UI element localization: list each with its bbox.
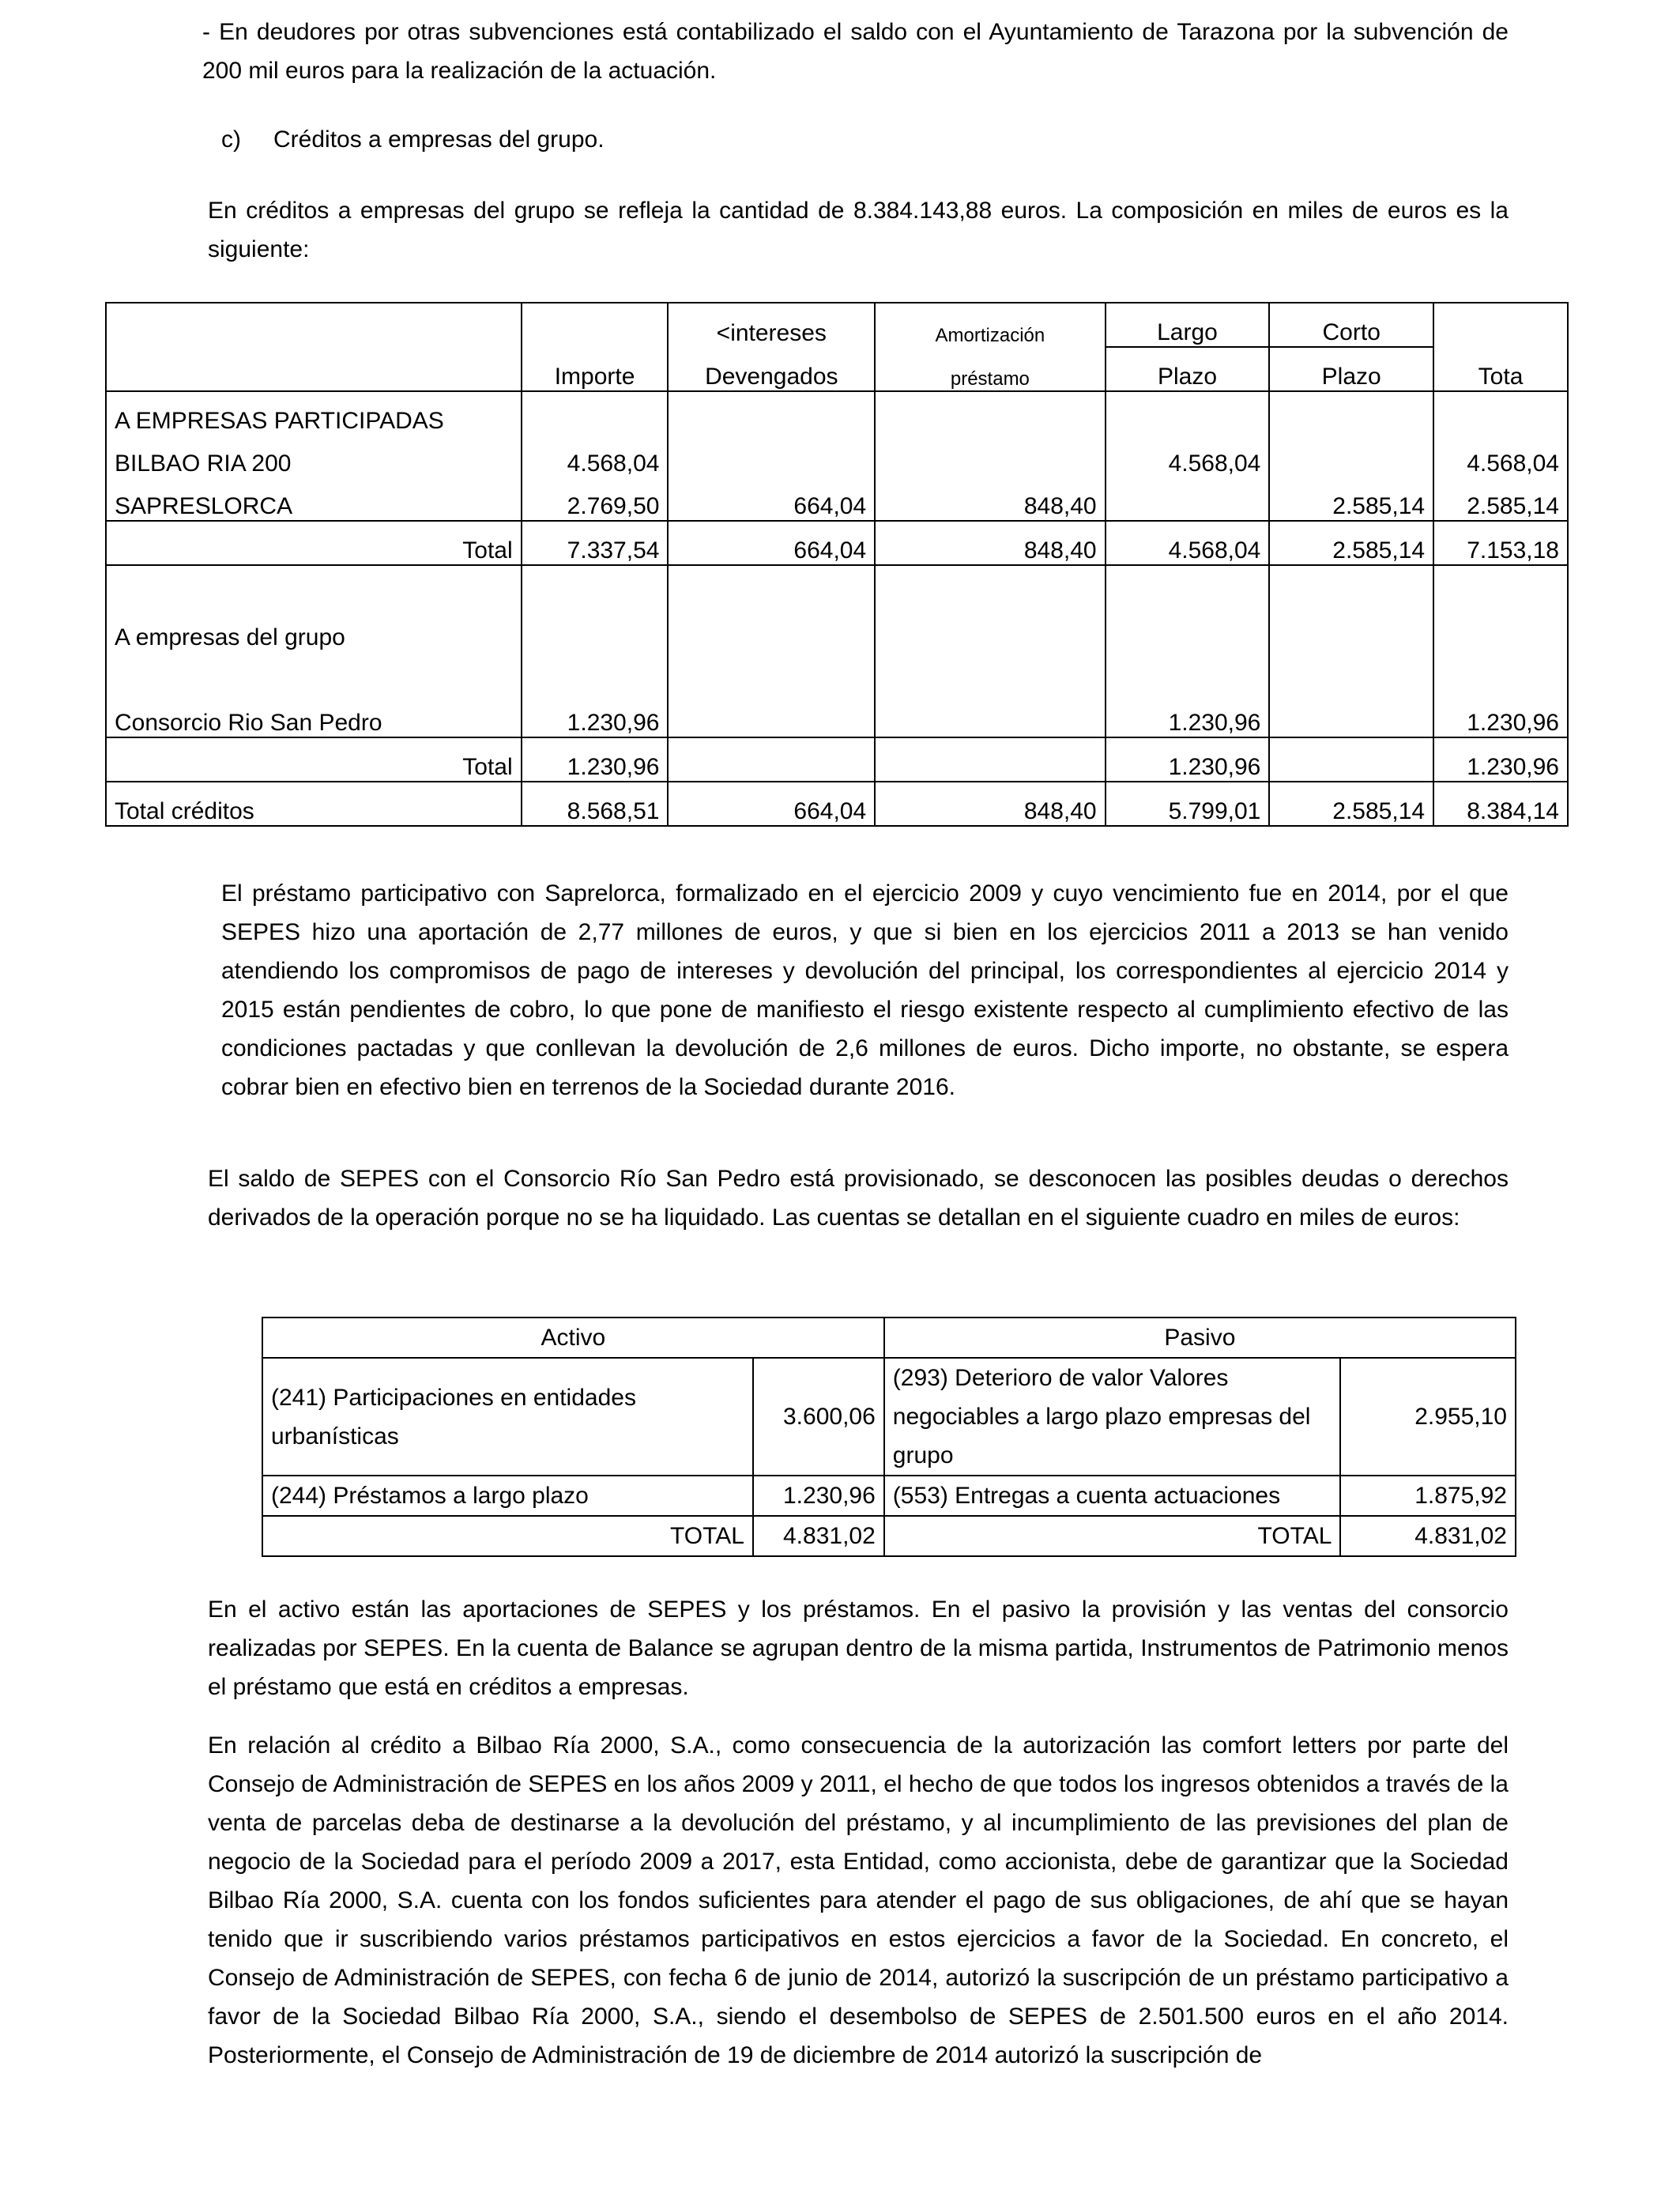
activo-total-value: 4.831,02 bbox=[753, 1516, 884, 1556]
cell-importe: 1.230,96 bbox=[522, 694, 669, 737]
paragraph-consorcio: El saldo de SEPES con el Consorcio Río San Pedro está provisionado, se desconocen las posibles deudas o derechos derivados de la operación porque no se ha liquidado. Las cuentas se detallan en el siguiente cuadro en miles de euros: bbox=[208, 1166, 1509, 1231]
pasivo-header: Pasivo bbox=[884, 1318, 1516, 1358]
table-row-total bbox=[262, 1516, 1516, 1556]
pasivo-total-label: TOTAL bbox=[884, 1516, 1341, 1556]
row-name: BILBAO RIA 200 bbox=[106, 435, 522, 477]
header-importe-top bbox=[522, 303, 669, 347]
row-name: SAPRESLORCA bbox=[106, 477, 522, 521]
cell-amortizacion: 848,40 bbox=[875, 477, 1105, 521]
subtotal-label: Total bbox=[106, 737, 522, 782]
cell-largo: 5.799,01 bbox=[1106, 782, 1270, 826]
cell-amortizacion bbox=[875, 694, 1105, 737]
section-label-participadas: A EMPRESAS PARTICIPADAS bbox=[106, 391, 522, 435]
header-total: Tota bbox=[1433, 347, 1568, 391]
activo-header: Activo bbox=[262, 1318, 884, 1358]
cell-amortizacion bbox=[875, 435, 1105, 477]
cell-total: 4.568,04 bbox=[1433, 435, 1568, 477]
cell-intereses bbox=[668, 737, 875, 782]
header-amortizacion-top: Amortización bbox=[875, 303, 1105, 347]
cell-intereses bbox=[668, 694, 875, 737]
paragraph-deudores: - En deudores por otras subvenciones está contabilizado el saldo con el Ayuntamiento de Tarazona por la subvención de 200 mil euros para la realización de la actuación. bbox=[202, 19, 1509, 84]
cell-corto bbox=[1269, 435, 1433, 477]
paragraph-creditos-intro: En créditos a empresas del grupo se refleja la cantidad de 8.384.143,88 euros. La composición en miles de euros es la siguiente: bbox=[208, 198, 1509, 262]
cell-total: 2.585,14 bbox=[1433, 477, 1568, 521]
cell-total: 7.153,18 bbox=[1433, 521, 1568, 565]
table-row bbox=[106, 694, 1568, 737]
cell-importe: 2.769,50 bbox=[522, 477, 669, 521]
cell-importe: 8.568,51 bbox=[522, 782, 669, 826]
cell-total: 1.230,96 bbox=[1433, 694, 1568, 737]
cell-importe: 1.230,96 bbox=[522, 737, 669, 782]
activo-label: (241) Participaciones en entidades urbanísticas bbox=[262, 1358, 753, 1476]
subtotal-label: Total bbox=[106, 521, 522, 565]
header-blank bbox=[106, 303, 522, 347]
pasivo-value: 1.875,92 bbox=[1340, 1476, 1516, 1516]
paragraph-bilbao-ria: En relación al crédito a Bilbao Ría 2000, S.A., como consecuencia de la autorización las comfort letters por parte del Consejo de Administración de SEPES en los años 2009 y 2011, el hecho de que todos los ingresos obtenidos a través de la venta de parcelas deba de destinarse a la devolución del préstamo, y al incumplimiento de las previsiones del plan de negocio de la Sociedad para el período 2009 a 2017, esta Entidad, como accionista, debe de garantizar que la Sociedad Bilbao Ría 2000, S.A. cuenta con los fondos suficientes para atender el pago de sus obligaciones, de ahí que se hayan tenido que ir suscribiendo varios préstamos participativos en estos ejercicios a favor de la Sociedad. En concreto, el Consejo de Administración de SEPES, con fecha 6 de junio de 2014, autorizó la suscripción de un préstamo participativo a favor de la Sociedad Bilbao Ría 2000, S.A., siendo el desembolso de SEPES de 2.501.500 euros en el año 2014. Posteriormente, el Consejo de Administración de 19 de diciembre de 2014 autorizó la suscripción de bbox=[208, 1732, 1509, 2068]
cell-intereses: 664,04 bbox=[668, 782, 875, 826]
cell-corto: 2.585,14 bbox=[1269, 477, 1433, 521]
cell-total: 1.230,96 bbox=[1433, 737, 1568, 782]
header-corto-top: Corto bbox=[1269, 303, 1433, 347]
table-row bbox=[106, 435, 1568, 477]
activo-pasivo-table bbox=[262, 1317, 1516, 1557]
cell-intereses: 664,04 bbox=[668, 521, 875, 565]
cell-largo: 4.568,04 bbox=[1106, 521, 1270, 565]
section-heading-text: Créditos a empresas del grupo. bbox=[273, 126, 605, 153]
header-largo-top: Largo bbox=[1106, 303, 1270, 347]
activo-value: 3.600,06 bbox=[753, 1358, 884, 1476]
header-corto-bottom: Plazo bbox=[1269, 347, 1433, 391]
table-row bbox=[262, 1476, 1516, 1516]
creditos-table bbox=[105, 302, 1569, 827]
pasivo-label: (553) Entregas a cuenta actuaciones bbox=[884, 1476, 1341, 1516]
total-creditos-label: Total créditos bbox=[106, 782, 522, 826]
activo-total-label: TOTAL bbox=[262, 1516, 753, 1556]
activo-value: 1.230,96 bbox=[753, 1476, 884, 1516]
header-largo-bottom: Plazo bbox=[1106, 347, 1270, 391]
cell-intereses: 664,04 bbox=[668, 477, 875, 521]
section-heading-c bbox=[221, 120, 605, 159]
cell-amortizacion bbox=[875, 737, 1105, 782]
cell-importe: 7.337,54 bbox=[522, 521, 669, 565]
pasivo-total-value: 4.831,02 bbox=[1340, 1516, 1516, 1556]
section-heading-letter: c) bbox=[221, 126, 241, 153]
table-row bbox=[262, 1358, 1516, 1476]
header-intereses-top: <intereses bbox=[668, 303, 875, 347]
cell-amortizacion: 848,40 bbox=[875, 521, 1105, 565]
cell-amortizacion: 848,40 bbox=[875, 782, 1105, 826]
cell-intereses bbox=[668, 435, 875, 477]
table-row-subtotal bbox=[106, 737, 1568, 782]
pasivo-value: 2.955,10 bbox=[1340, 1358, 1516, 1476]
activo-label: (244) Préstamos a largo plazo bbox=[262, 1476, 753, 1516]
header-intereses-bottom: Devengados bbox=[668, 347, 875, 391]
header-amortizacion-bottom: préstamo bbox=[875, 347, 1105, 391]
cell-corto bbox=[1269, 694, 1433, 737]
header-blank-2 bbox=[106, 347, 522, 391]
cell-largo: 4.568,04 bbox=[1106, 435, 1270, 477]
cell-largo bbox=[1106, 477, 1270, 521]
cell-corto: 2.585,14 bbox=[1269, 521, 1433, 565]
row-name: Consorcio Rio San Pedro bbox=[106, 694, 522, 737]
table-row-total bbox=[106, 782, 1568, 826]
pasivo-label: (293) Deterioro de valor Valores negociables a largo plazo empresas del grupo bbox=[884, 1358, 1341, 1476]
cell-total: 8.384,14 bbox=[1433, 782, 1568, 826]
paragraph-activo-pasivo: En el activo están las aportaciones de SEPES y los préstamos. En el pasivo la provisión y las ventas del consorcio realizadas por SEPES. En la cuenta de Balance se agrupan dentro de la misma partida, Instrumentos de Patrimonio menos el préstamo que está en créditos a empresas. bbox=[208, 1596, 1509, 1700]
paragraph-saprelorca: El préstamo participativo con Saprelorca, formalizado en el ejercicio 2009 y cuyo vencimiento fue en 2014, por el que SEPES hizo una aportación de 2,77 millones de euros, y que si bien en los ejercicios 2011 a 2013 se han venido atendiendo los compromisos de pago de intereses y devolución del principal, los correspondientes al ejercicio 2014 y 2015 están pendientes de cobro, lo que pone de manifiesto el riesgo existente respecto al cumplimiento efectivo de las condiciones pactadas y que conllevan la devolución de 2,6 millones de euros. Dicho importe, no obstante, se espera cobrar bien en efectivo bien en terrenos de la Sociedad durante 2016. bbox=[221, 880, 1509, 1100]
table-row bbox=[106, 477, 1568, 521]
cell-largo: 1.230,96 bbox=[1106, 737, 1270, 782]
cell-largo: 1.230,96 bbox=[1106, 694, 1270, 737]
table-row-subtotal bbox=[106, 521, 1568, 565]
cell-corto bbox=[1269, 737, 1433, 782]
cell-importe: 4.568,04 bbox=[522, 435, 669, 477]
header-importe: Importe bbox=[522, 347, 669, 391]
header-total-top bbox=[1433, 303, 1568, 347]
cell-corto: 2.585,14 bbox=[1269, 782, 1433, 826]
section-label-grupo: A empresas del grupo bbox=[106, 609, 522, 651]
